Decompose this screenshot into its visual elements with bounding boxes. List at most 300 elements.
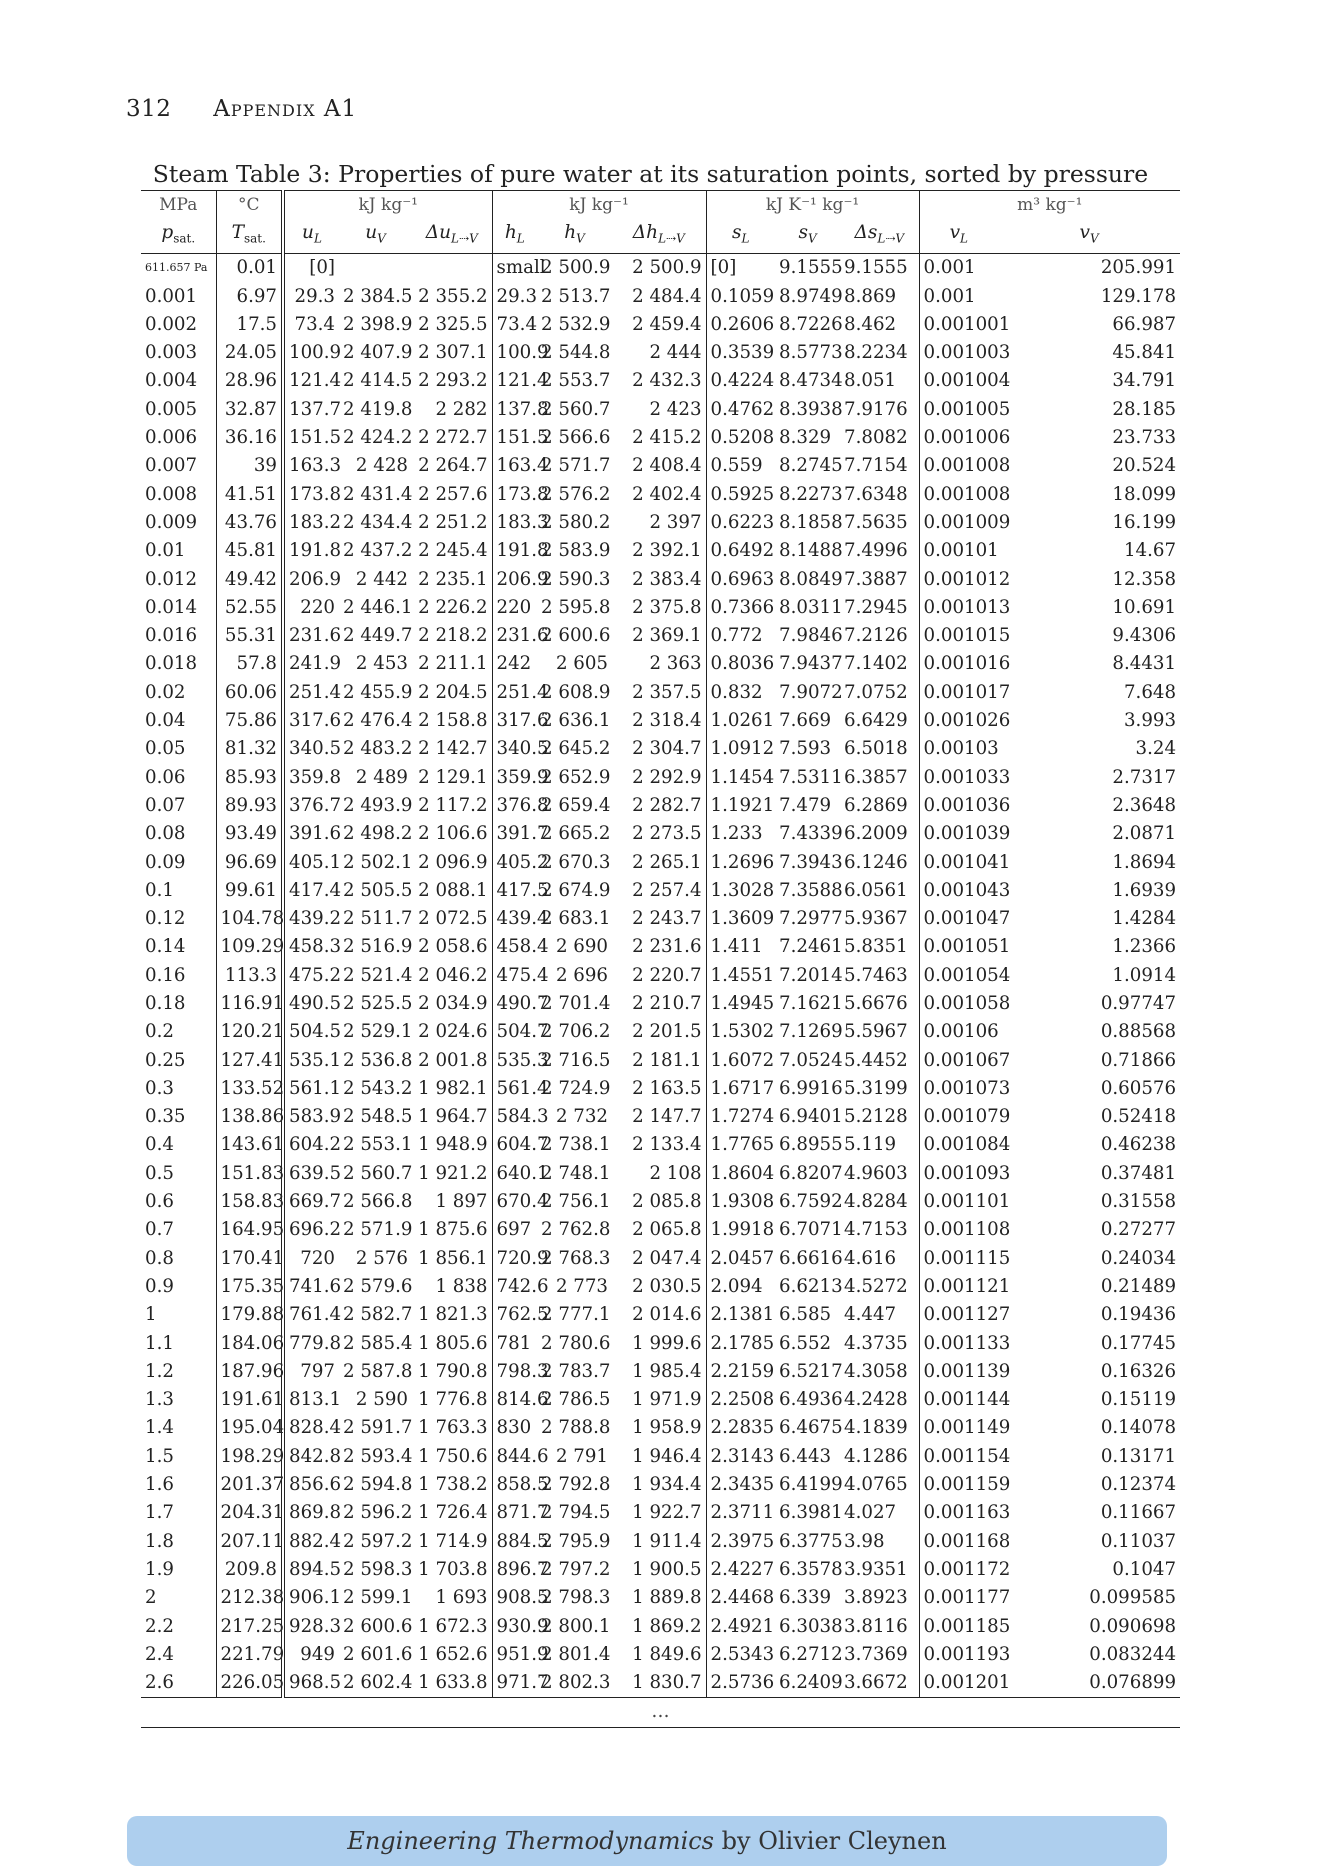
cell-delta-s: 5.9367 (844, 908, 908, 930)
cell-v-liquid: 0.001016 (919, 650, 998, 678)
cell-s-liquid: 0.4224 (706, 367, 775, 395)
cell-v-vapor: 0.60576 (1100, 1077, 1177, 1099)
cell-v-vapor: 205.991 (1100, 257, 1177, 279)
cell-h-liquid: 73.4 (492, 311, 537, 339)
cell-pressure: 0.009 (145, 511, 198, 533)
cell-temperature: 187.96 (216, 1358, 283, 1386)
cell-pressure: 0.018 (145, 653, 198, 675)
cell-v-liquid: 0.001127 (919, 1301, 998, 1329)
cell-delta-h: 2 243.7 (632, 908, 702, 930)
cell-v-liquid: 0.001168 (919, 1528, 998, 1556)
cell-temperature: 96.69 (216, 849, 283, 877)
cell-v-liquid: 0.001144 (919, 1386, 998, 1414)
cell-h-vapor: 2 513.7 (541, 285, 611, 307)
table-row (141, 254, 1180, 283)
cell-v-liquid: 0.001159 (919, 1471, 998, 1499)
cell-u-vapor: 2 548.5 (343, 1106, 413, 1128)
cell-delta-u: 1 821.3 (418, 1304, 488, 1326)
cell-pressure: 0.12 (145, 908, 186, 930)
cell-s-vapor: 6.3981 (779, 1502, 843, 1524)
cell-u-liquid: 490.5 (283, 990, 339, 1018)
cell-delta-h: 2 014.6 (632, 1304, 702, 1326)
cell-u-vapor: 2 437.2 (343, 540, 413, 562)
cell-u-liquid: 417.4 (283, 877, 339, 905)
cell-s-liquid: 1.4945 (706, 990, 775, 1018)
table-row (141, 1358, 1180, 1386)
cell-h-vapor: 2 798.3 (541, 1587, 611, 1609)
cell-u-vapor: 2 505.5 (343, 879, 413, 901)
cell-delta-s: 7.7154 (844, 455, 908, 477)
cell-s-vapor: 7.9846 (779, 625, 843, 647)
cell-temperature: 89.93 (216, 792, 283, 820)
cell-delta-h: 2 220.7 (632, 964, 702, 986)
cell-h-vapor: 2 701.4 (541, 993, 611, 1014)
cell-delta-s: 7.5635 (844, 511, 908, 533)
cell-v-liquid: 0.00106 (919, 1018, 998, 1046)
cell-h-liquid: 137.8 (492, 396, 537, 424)
cell-s-vapor: 6.8955 (779, 1134, 843, 1156)
cell-s-liquid: 0.6223 (706, 509, 775, 537)
cell-delta-s: 8.2234 (844, 342, 908, 364)
cell-u-vapor: 2 476.4 (343, 710, 413, 732)
cell-u-liquid: 882.4 (283, 1528, 339, 1556)
cell-u-liquid: 561.1 (283, 1075, 339, 1103)
cell-h-vapor: 2 544.8 (541, 342, 611, 364)
cell-h-liquid: 844.6 (492, 1443, 537, 1471)
cell-h-liquid: 173.8 (492, 481, 537, 509)
table-row (141, 1669, 1180, 1698)
cell-delta-u: 2 325.5 (418, 313, 488, 335)
cell-s-vapor: 6.3038 (779, 1615, 843, 1637)
cell-s-liquid: 1.3028 (706, 877, 775, 905)
cell-pressure: 1.8 (145, 1530, 174, 1552)
cell-delta-u: 2 096.9 (418, 851, 488, 873)
cell-temperature: 36.16 (216, 424, 283, 452)
cell-temperature: 81.32 (216, 735, 283, 763)
cell-u-liquid: 458.3 (283, 933, 339, 961)
cell-v-vapor: 45.841 (1112, 342, 1177, 364)
cell-pressure: 0.2 (145, 1021, 174, 1043)
cell-v-liquid: 0.001163 (919, 1499, 998, 1527)
cell-h-liquid: 781 (492, 1330, 537, 1358)
cell-u-vapor: 2 502.1 (343, 851, 413, 873)
cell-u-vapor: 2 407.9 (343, 342, 413, 364)
cell-h-liquid: 896.7 (492, 1556, 537, 1584)
cell-h-vapor: 2 595.8 (541, 596, 611, 618)
cell-temperature: 93.49 (216, 820, 283, 848)
cell-v-liquid: 0.001004 (919, 367, 998, 395)
cell-s-vapor: 8.2273 (779, 483, 843, 505)
cell-delta-u: 2 117.2 (418, 794, 488, 816)
cell-v-vapor: 2.3648 (1112, 794, 1177, 816)
cell-delta-h: 2 432.3 (632, 370, 702, 392)
cell-delta-h: 2 133.4 (632, 1134, 702, 1156)
col-s-vapor: $s_V$ (775, 219, 840, 253)
cell-v-vapor: 1.4284 (1112, 908, 1177, 930)
cell-delta-u: 2 272.7 (418, 427, 488, 449)
cell-delta-s: 5.7463 (844, 964, 908, 986)
cell-h-vapor: 2 794.5 (541, 1502, 611, 1524)
table-row (141, 990, 1180, 1018)
cell-delta-s: 7.4996 (844, 540, 908, 562)
cell-delta-s: 4.2428 (844, 1389, 908, 1411)
cell-u-vapor: 2 579.6 (343, 1275, 413, 1297)
table-row (141, 1301, 1180, 1329)
running-head (126, 96, 357, 122)
cell-delta-u: 1 763.3 (418, 1417, 488, 1439)
cell-v-vapor: 0.37481 (1100, 1162, 1177, 1184)
cell-h-vapor: 2 756.1 (541, 1191, 611, 1213)
cell-v-liquid: 0.001133 (919, 1330, 998, 1358)
cell-h-liquid: 151.5 (492, 424, 537, 452)
table-row (141, 367, 1180, 395)
cell-v-vapor: 0.1047 (1112, 1558, 1177, 1580)
cell-v-liquid: 0.001043 (919, 877, 998, 905)
cell-h-vapor: 2 553.7 (541, 370, 611, 392)
cell-pressure: 1.9 (145, 1558, 174, 1580)
cell-pressure: 1.3 (145, 1389, 174, 1411)
cell-delta-h: 2 047.4 (632, 1247, 702, 1269)
cell-delta-u: 1 652.6 (418, 1643, 488, 1665)
cell-delta-u: 2 307.1 (418, 342, 488, 364)
cell-s-liquid: 0.6492 (706, 537, 775, 565)
cell-u-liquid: 251.4 (283, 679, 339, 707)
table-row (141, 650, 1180, 678)
cell-pressure: 1.1 (145, 1332, 174, 1354)
cell-delta-s: 4.1839 (844, 1417, 908, 1439)
cell-h-vapor: 2 683.1 (541, 908, 611, 930)
cell-delta-h: 2 363 (649, 653, 702, 675)
cell-s-liquid: 1.9918 (706, 1216, 775, 1244)
cell-delta-s: 8.462 (844, 313, 897, 335)
cell-temperature: 45.81 (216, 537, 283, 565)
cell-h-liquid: 340.5 (492, 735, 537, 763)
cell-delta-s: 6.2009 (844, 823, 908, 845)
cell-u-liquid: 439.2 (283, 905, 339, 933)
cell-v-liquid: 0.001172 (919, 1556, 998, 1584)
cell-u-vapor: 2 449.7 (343, 625, 413, 647)
cell-delta-h: 2 085.8 (632, 1191, 702, 1213)
cell-temperature: 127.41 (216, 1047, 283, 1075)
cell-v-vapor: 0.31558 (1100, 1191, 1177, 1213)
cell-s-vapor: 7.2461 (779, 936, 843, 958)
table-row (141, 1443, 1180, 1471)
cell-h-liquid: 439.4 (492, 905, 537, 933)
cell-v-liquid: 0.001108 (919, 1216, 998, 1244)
cell-u-vapor: 2 600.6 (343, 1615, 413, 1637)
cell-h-liquid: 220 (492, 594, 537, 622)
cell-s-liquid: 1.1921 (706, 792, 775, 820)
cell-pressure: 1.7 (145, 1502, 174, 1524)
cell-s-vapor: 7.0524 (779, 1049, 843, 1071)
cell-u-vapor: 2 591.7 (343, 1417, 413, 1439)
cell-u-liquid: 475.2 (283, 962, 339, 990)
cell-s-liquid: 2.2508 (706, 1386, 775, 1414)
cell-delta-u: 1 776.8 (418, 1389, 488, 1411)
cell-u-liquid: 779.8 (283, 1330, 339, 1358)
cell-pressure: 1.4 (145, 1417, 174, 1439)
cell-h-vapor: 2 659.4 (541, 794, 611, 816)
cell-delta-s: 3.8116 (844, 1615, 908, 1637)
cell-delta-s: 6.0561 (844, 879, 908, 901)
cell-u-vapor: 2 536.8 (343, 1049, 413, 1071)
cell-temperature: 99.61 (216, 877, 283, 905)
cell-delta-h: 1 911.4 (632, 1530, 702, 1552)
cell-delta-h: 2 257.4 (632, 879, 702, 901)
cell-v-vapor: 0.71866 (1100, 1049, 1177, 1071)
cell-delta-s: 3.9351 (844, 1558, 908, 1580)
cell-pressure: 0.14 (145, 936, 186, 958)
cell-v-vapor: 0.24034 (1100, 1247, 1177, 1269)
table-row (141, 452, 1180, 480)
cell-h-vapor: 2 732 (555, 1106, 609, 1128)
cell-u-vapor: 2 571.9 (343, 1219, 413, 1241)
footer-banner (127, 1816, 1167, 1866)
cell-temperature: 184.06 (216, 1330, 283, 1358)
cell-v-vapor: 0.099585 (1089, 1587, 1177, 1609)
cell-u-liquid: 869.8 (283, 1499, 339, 1527)
unit-entropy: kJ K⁻¹ kg⁻¹ (706, 191, 919, 220)
cell-s-vapor: 8.3938 (779, 398, 843, 420)
cell-h-vapor: 2 580.2 (541, 511, 611, 533)
table-row (141, 679, 1180, 707)
cell-pressure: 0.07 (145, 794, 186, 816)
table-row (141, 905, 1180, 933)
table-row (141, 877, 1180, 905)
cell-temperature: 133.52 (216, 1075, 283, 1103)
cell-delta-h: 2 201.5 (632, 1021, 702, 1043)
cell-s-liquid: 0.7366 (706, 594, 775, 622)
cell-delta-s: 7.3887 (844, 568, 908, 590)
cell-s-vapor: 7.3588 (779, 879, 843, 901)
cell-v-vapor: 0.16326 (1100, 1360, 1177, 1382)
cell-delta-h: 1 922.7 (632, 1502, 702, 1524)
cell-v-vapor: 8.4431 (1112, 653, 1177, 675)
cell-u-liquid: 949 (283, 1641, 339, 1669)
table-row (141, 1103, 1180, 1131)
cell-temperature: 28.96 (216, 367, 283, 395)
cell-s-liquid: 2.3435 (706, 1471, 775, 1499)
cell-v-liquid: 0.001084 (919, 1131, 998, 1159)
cell-v-vapor: 28.185 (1112, 398, 1177, 420)
table-row (141, 537, 1180, 565)
cell-h-vapor: 2 791 (555, 1445, 609, 1467)
cell-delta-s: 7.8082 (844, 427, 908, 449)
cell-h-vapor: 2 652.9 (541, 766, 611, 788)
cell-delta-s: 4.7153 (844, 1219, 908, 1241)
cell-s-vapor: 7.669 (779, 710, 832, 732)
table-row (141, 1188, 1180, 1216)
section-title: Appendix A1 (213, 96, 358, 122)
cell-s-liquid: 0.1059 (706, 283, 775, 311)
cell-u-vapor: 2 442 (355, 568, 408, 590)
cell-u-vapor: 2 566.8 (343, 1191, 413, 1213)
cell-pressure: 0.007 (145, 455, 198, 477)
cell-s-liquid: 1.3609 (706, 905, 775, 933)
cell-delta-s: 6.5018 (844, 738, 908, 760)
col-u-vapor: $u_V$ (339, 219, 412, 253)
cell-s-liquid: 0.8036 (706, 650, 775, 678)
cell-pressure: 0.18 (145, 993, 186, 1014)
cell-s-vapor: 8.7226 (779, 313, 843, 335)
cell-pressure: 0.35 (145, 1106, 186, 1128)
cell-h-vapor: 2 795.9 (541, 1530, 611, 1552)
cell-u-vapor: 2 576 (355, 1247, 408, 1269)
cell-delta-s: 4.616 (844, 1247, 897, 1269)
cell-v-vapor: 20.524 (1112, 455, 1177, 477)
table-row (141, 962, 1180, 990)
cell-delta-h: 2 383.4 (632, 568, 702, 590)
cell-s-liquid: 1.2696 (706, 849, 775, 877)
book-title: Engineering Thermodynamics (347, 1827, 714, 1855)
cell-temperature: 49.42 (216, 566, 283, 594)
cell-v-vapor: 2.0871 (1112, 823, 1177, 845)
cell-temperature: 191.61 (216, 1386, 283, 1414)
cell-v-liquid: 0.001067 (919, 1047, 998, 1075)
cell-s-vapor: 6.552 (779, 1332, 832, 1354)
cell-s-liquid: 1.8604 (706, 1160, 775, 1188)
cell-u-vapor: 2 489 (355, 766, 408, 788)
cell-v-vapor: 0.97747 (1100, 993, 1177, 1014)
cell-u-liquid: 137.7 (283, 396, 339, 424)
cell-delta-s: 3.8923 (844, 1587, 908, 1609)
cell-s-liquid: 1.7274 (706, 1103, 775, 1131)
cell-pressure: 0.014 (145, 596, 198, 618)
cell-s-vapor: 8.2745 (779, 455, 843, 477)
cell-u-liquid: 696.2 (283, 1216, 339, 1244)
cell-s-liquid: 2.3143 (706, 1443, 775, 1471)
cell-v-liquid: 0.001008 (919, 481, 998, 509)
cell-u-liquid: 241.9 (283, 650, 339, 678)
cell-temperature: 113.3 (216, 962, 283, 990)
table-row (141, 849, 1180, 877)
table-row (141, 735, 1180, 763)
cell-temperature: 55.31 (216, 622, 283, 650)
cell-v-vapor: 34.791 (1112, 370, 1177, 392)
table-body (141, 254, 1180, 1698)
cell-s-vapor: 6.5217 (779, 1360, 843, 1382)
cell-h-vapor: 2 605 (555, 653, 609, 675)
cell-temperature: 212.38 (216, 1584, 283, 1612)
cell-temperature: 104.78 (216, 905, 283, 933)
cell-h-liquid: 830 (492, 1414, 537, 1442)
cell-delta-h: 2 444 (649, 342, 702, 364)
cell-v-vapor: 3.993 (1123, 710, 1177, 732)
cell-delta-s: 5.119 (844, 1134, 897, 1156)
cell-s-vapor: 7.3943 (779, 851, 843, 873)
col-u-liquid: $u_L$ (283, 219, 339, 253)
cell-h-liquid: 762.5 (492, 1301, 537, 1329)
cell-pressure: 0.001 (145, 285, 198, 307)
table-row (141, 1245, 1180, 1273)
cell-delta-h: 2 459.4 (632, 313, 702, 335)
cell-pressure: 0.25 (145, 1049, 186, 1071)
cell-delta-h: 2 231.6 (632, 936, 702, 958)
col-temperature: $T_{sat.}$ (216, 219, 283, 253)
cell-h-liquid: 604.7 (492, 1131, 537, 1159)
cell-h-vapor: 2 600.6 (541, 625, 611, 647)
cell-s-liquid: 2.4227 (706, 1556, 775, 1584)
cell-v-vapor: 0.11037 (1100, 1530, 1177, 1552)
cell-h-vapor: 2 768.3 (541, 1247, 611, 1269)
cell-delta-u: 2 088.1 (418, 879, 488, 901)
cell-v-liquid: 0.001008 (919, 452, 998, 480)
cell-delta-h: 2 210.7 (632, 993, 702, 1014)
cell-u-vapor: 2 587.8 (343, 1360, 413, 1382)
cell-h-liquid: 231.6 (492, 622, 537, 650)
cell-u-vapor: 2 521.4 (343, 964, 413, 986)
cell-s-liquid: 0.559 (706, 452, 775, 480)
cell-u-liquid: 583.9 (283, 1103, 339, 1131)
cell-h-vapor: 2 762.8 (541, 1219, 611, 1241)
cell-s-liquid: 0.3539 (706, 339, 775, 367)
cell-temperature: 6.97 (216, 283, 283, 311)
cell-v-vapor: 0.21489 (1100, 1275, 1177, 1297)
cell-delta-h: 2 147.7 (632, 1106, 702, 1128)
cell-h-vapor: 2 665.2 (541, 823, 611, 845)
cell-h-liquid: 475.4 (492, 962, 537, 990)
table-row (141, 1273, 1180, 1301)
table-row (141, 707, 1180, 735)
table-row (141, 1075, 1180, 1103)
cell-u-vapor: 2 483.2 (343, 738, 413, 760)
cell-delta-h: 2 375.8 (632, 596, 702, 618)
cell-pressure: 0.003 (145, 342, 198, 364)
cell-h-liquid: 29.3 (492, 283, 537, 311)
cell-s-vapor: 8.1858 (779, 511, 843, 533)
cell-pressure: 0.016 (145, 625, 198, 647)
cell-h-vapor: 2 670.3 (541, 851, 611, 873)
cell-delta-u: 1 726.4 (418, 1502, 488, 1524)
cell-s-vapor: 6.443 (779, 1445, 832, 1467)
cell-h-vapor: 2 532.9 (541, 313, 611, 335)
cell-s-vapor: 8.0311 (779, 596, 843, 618)
cell-u-vapor: 2 596.2 (343, 1502, 413, 1524)
cell-s-liquid: [0] (706, 254, 775, 283)
cell-v-vapor: 1.2366 (1112, 936, 1177, 958)
cell-s-vapor: 7.4339 (779, 823, 843, 845)
cell-delta-s: 4.3058 (844, 1360, 908, 1382)
unit-specific-volume: m³ kg⁻¹ (919, 191, 1180, 220)
cell-u-vapor: 2 424.2 (343, 427, 413, 449)
cell-delta-u: 2 204.5 (418, 681, 488, 703)
cell-h-vapor: 2 773 (555, 1275, 609, 1297)
cell-u-vapor: 2 434.4 (343, 511, 413, 533)
cell-u-vapor: 2 446.1 (343, 596, 413, 618)
cell-delta-s: 5.8351 (844, 936, 908, 958)
cell-pressure: 1.5 (145, 1445, 174, 1467)
cell-v-vapor: 23.733 (1112, 427, 1177, 449)
cell-delta-u: 2 142.7 (418, 738, 488, 760)
cell-h-liquid: 884.5 (492, 1528, 537, 1556)
cell-h-liquid: 720.9 (492, 1245, 537, 1273)
cell-u-vapor: 2 585.4 (343, 1332, 413, 1354)
cell-delta-h: 1 946.4 (632, 1445, 702, 1467)
cell-delta-s: 7.2126 (844, 625, 908, 647)
col-v-liquid: $v_L$ (919, 219, 998, 253)
cell-v-liquid: 0.001009 (919, 509, 998, 537)
cell-h-liquid: 504.7 (492, 1018, 537, 1046)
cell-s-liquid: 1.6072 (706, 1047, 775, 1075)
cell-u-vapor: 2 431.4 (343, 483, 413, 505)
cell-h-liquid: 458.4 (492, 933, 537, 961)
cell-s-liquid: 0.6963 (706, 566, 775, 594)
cell-v-liquid: 0.00101 (919, 537, 998, 565)
cell-s-vapor: 6.6213 (779, 1275, 843, 1297)
cell-delta-u: 2 158.8 (418, 710, 488, 732)
cell-delta-u: 1 633.8 (418, 1672, 488, 1694)
cell-pressure: 2.4 (145, 1643, 174, 1665)
